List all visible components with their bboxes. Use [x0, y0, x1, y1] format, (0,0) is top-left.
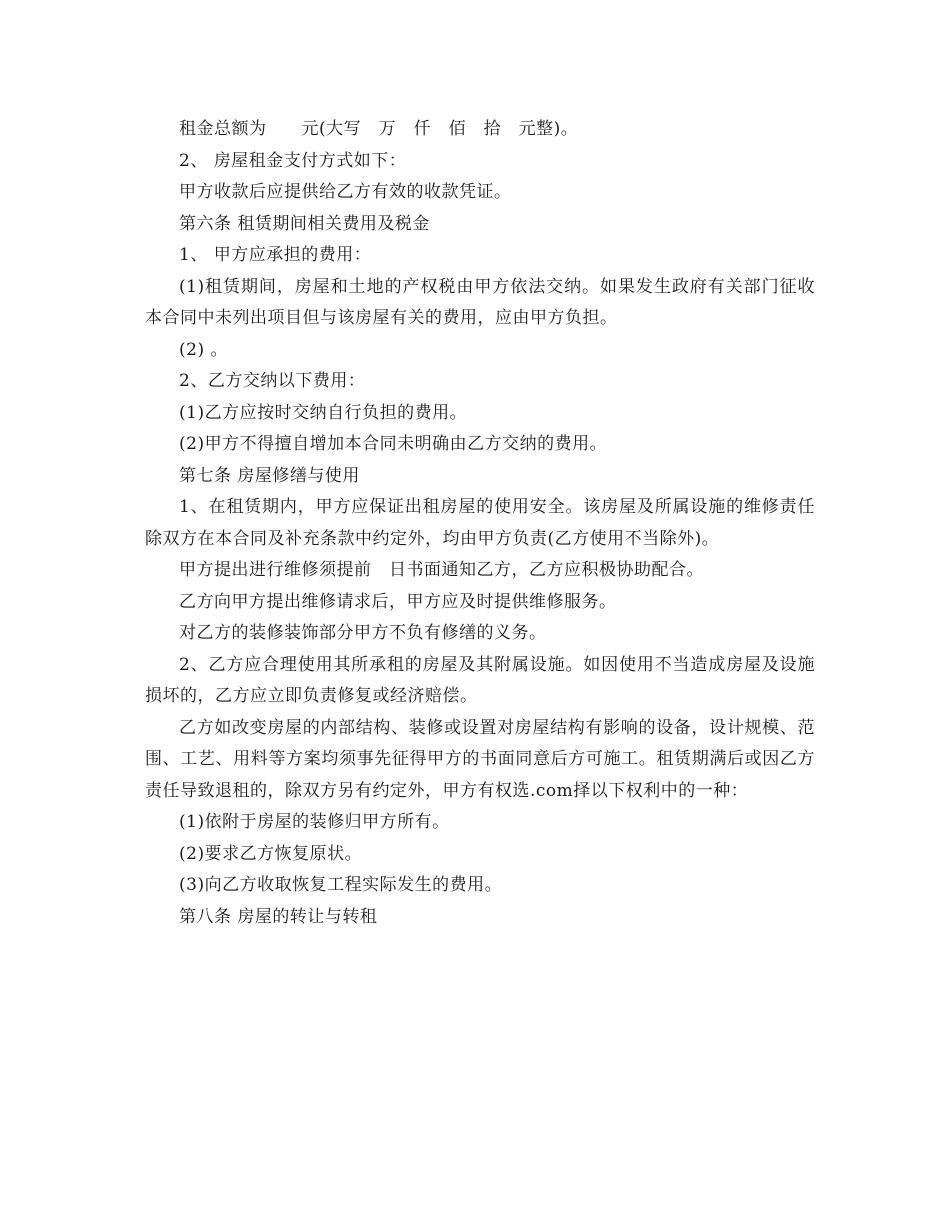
paragraph-party-a-fees: 1、 甲方应承担的费用：: [179, 245, 372, 265]
paragraph-item-2-blank: (2) 。: [179, 339, 228, 360]
paragraph-option-3: (3)向乙方收取恢复工程实际发生的费用。: [179, 875, 503, 895]
heading-article-8: 第八条 房屋的转让与转租: [179, 906, 378, 927]
paragraph-repair-request: 乙方向甲方提出维修请求后，甲方应及时提供维修服务。: [179, 591, 617, 612]
document-body: [145, 114, 815, 933]
paragraph-property-tax: (1)租赁期间，房屋和土地的产权税由甲方依法交纳。如果发生政府有关部门征收本合同中未列出项目但与该房屋有关的费用，应由甲方负担。: [145, 276, 815, 328]
paragraph-party-b-pay-on-time: (1)乙方应按时交纳自行负担的费用。: [179, 402, 468, 423]
paragraph-proper-use: 2、乙方应合理使用其所承租的房屋及其附属设施。如因使用不当造成房屋及设施损坏的，乙方应立即负责修复或经济赔偿。: [145, 654, 815, 706]
paragraph-option-2: (2)要求乙方恢复原状。: [179, 843, 363, 864]
paragraph-payment-method: 2、 房屋租金支付方式如下：: [179, 150, 407, 171]
paragraph-option-1: (1)依附于房屋的装修归甲方所有。: [179, 812, 450, 832]
paragraph-structure-change: 乙方如改变房屋的内部结构、装修或设置对房屋结构有影响的设备，设计规模、范围、工艺、用料等方案均须事先征得甲方的书面同意后方可施工。租赁期满后或因乙方责任导致退租的，除双方另有约定外，甲方有权选.com择以下权利中的一种：: [145, 717, 815, 801]
heading-article-7: 第七条 房屋修缮与使用: [179, 465, 360, 486]
paragraph-decoration-no-repair: 对乙方的装修装饰部分甲方不负有修缮的义务。: [179, 623, 547, 643]
paragraph-receipt: 甲方收款后应提供给乙方有效的收款凭证。: [179, 182, 512, 202]
paragraph-no-extra-fees: (2)甲方不得擅自增加本合同未明确由乙方交纳的费用。: [179, 434, 608, 454]
heading-article-6: 第六条 租赁期间相关费用及税金: [179, 213, 430, 234]
paragraph-repair-notice: 甲方提出进行维修须提前 日书面通知乙方，乙方应积极协助配合。: [179, 560, 704, 580]
paragraph-safety-maintenance: 1、在租赁期内，甲方应保证出租房屋的使用安全。该房屋及所属设施的维修责任除双方在本合同及补充条款中约定外，均由甲方负责(乙方使用不当除外)。: [145, 497, 815, 549]
paragraph-party-b-fees: 2、乙方交纳以下费用：: [179, 371, 366, 391]
paragraph-rent-total: 租金总额为 元(大写 万 仟 佰 拾 元整)。: [179, 119, 579, 139]
